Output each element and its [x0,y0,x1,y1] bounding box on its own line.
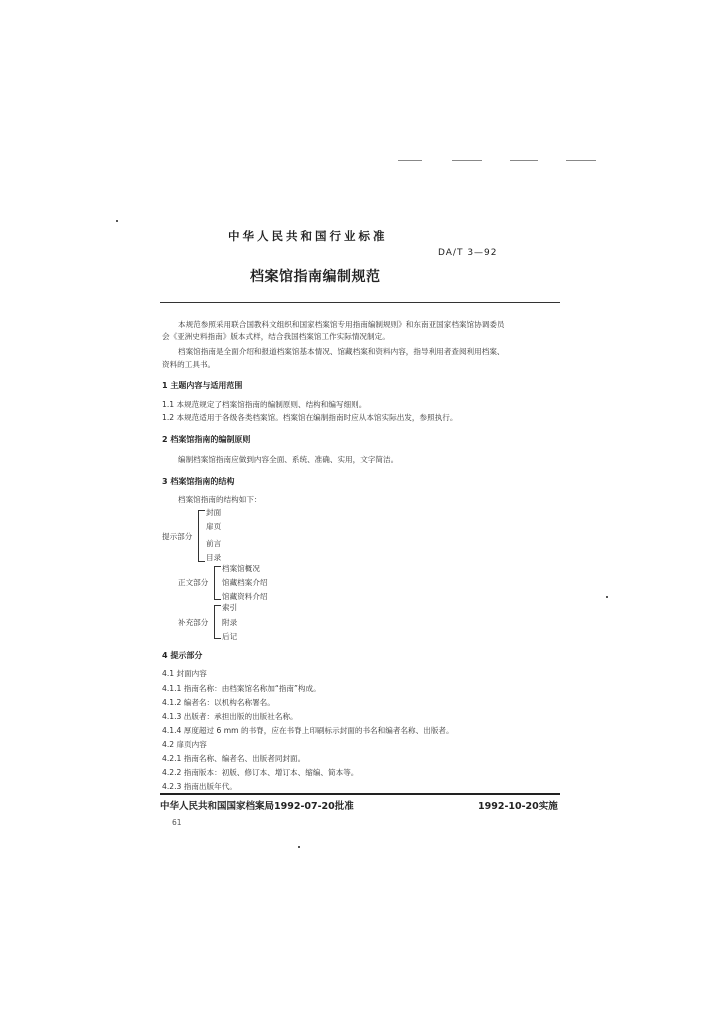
tree-brace [214,605,221,639]
tree-group-label: 正文部分 [178,578,209,587]
clause: 4.1.4 厚度超过 6 mm 的书脊，应在书脊上印刷标示封面的书名和编者名称、出版者。 [162,726,454,735]
preface-line: 会《亚洲史料指南》版本式样，结合我国档案馆工作实际情况制定。 [162,332,390,341]
approval-line: 中华人民共和国国家档案局1992-07-20批准 [160,801,354,812]
header-rule [160,302,560,303]
structure-intro: 档案馆指南的结构如下： [178,495,262,504]
clause: 4.1.1 指南名称：由档案馆名称加“指南”构成。 [162,684,321,693]
tree-item: 前言 [206,539,222,548]
preface-line: 本规范参照采用联合国教科文组织和国家档案馆专用指南编制规则》和东南亚国家档案馆协调委员 [178,320,505,329]
clause: 4.2.2 指南版本：初版、修订本、增订本、缩编、简本等。 [162,768,359,777]
scan-dash [452,160,482,161]
page-number: 61 [172,818,182,827]
section-heading: 3 档案馆指南的结构 [162,477,235,486]
standard-number: DA/T 3—92 [438,248,498,258]
tree-item: 附录 [222,618,238,627]
clause: 4.1.2 编者名：以机构名称署名。 [162,698,275,707]
clause: 4.2.1 指南名称、编者名、出版者同封面。 [162,754,306,763]
scan-speck [606,596,608,598]
scan-dash [510,160,538,161]
clause: 编制档案馆指南应做到内容全面、系统、准确、实用，文字简洁。 [178,455,399,464]
section-heading: 1 主题内容与适用范围 [162,381,243,390]
scan-dash [398,160,422,161]
tree-item: 封面 [206,508,222,517]
footer-rule [160,793,560,795]
scan-speck [116,220,118,222]
preface-line: 资料的工具书。 [162,360,216,369]
document-title: 档案馆指南编制规范 [250,269,381,285]
tree-item: 馆藏档案介绍 [222,578,268,587]
preface-line: 档案馆指南是全面介绍和报道档案馆基本情况、馆藏档案和资料内容，指导利用者查阅利用档案、 [178,347,505,356]
clause: 4.2 扉页内容 [162,740,207,749]
clause: 4.2.3 指南出版年代。 [162,782,237,791]
implementation-date: 1992-10-20实施 [478,801,558,812]
issuer-title: 中华人民共和国行业标准 [228,229,388,243]
tree-item: 馆藏资料介绍 [222,592,268,601]
tree-item: 索引 [222,603,238,612]
tree-item: 扉页 [206,522,222,531]
clause: 4.1.3 出版者：承担出版的出版社名称。 [162,712,298,721]
section-heading: 2 档案馆指南的编制原则 [162,435,251,444]
tree-item: 档案馆概况 [222,564,260,573]
tree-item: 目录 [206,553,222,562]
tree-group-label: 补充部分 [178,618,209,627]
tree-item: 后记 [222,632,238,641]
tree-brace [214,566,221,600]
tree-brace [198,510,205,562]
clause: 4.1 封面内容 [162,669,207,678]
tree-group-label: 提示部分 [162,532,193,541]
clause: 1.2 本规范适用于各级各类档案馆。档案馆在编制指南时应从本馆实际出发，参照执行。 [162,413,458,422]
scan-dash [566,160,596,161]
section-heading: 4 提示部分 [162,651,203,660]
scan-speck [298,846,300,848]
clause: 1.1 本规范规定了档案馆指南的编制原则、结构和编写细则。 [162,400,367,409]
